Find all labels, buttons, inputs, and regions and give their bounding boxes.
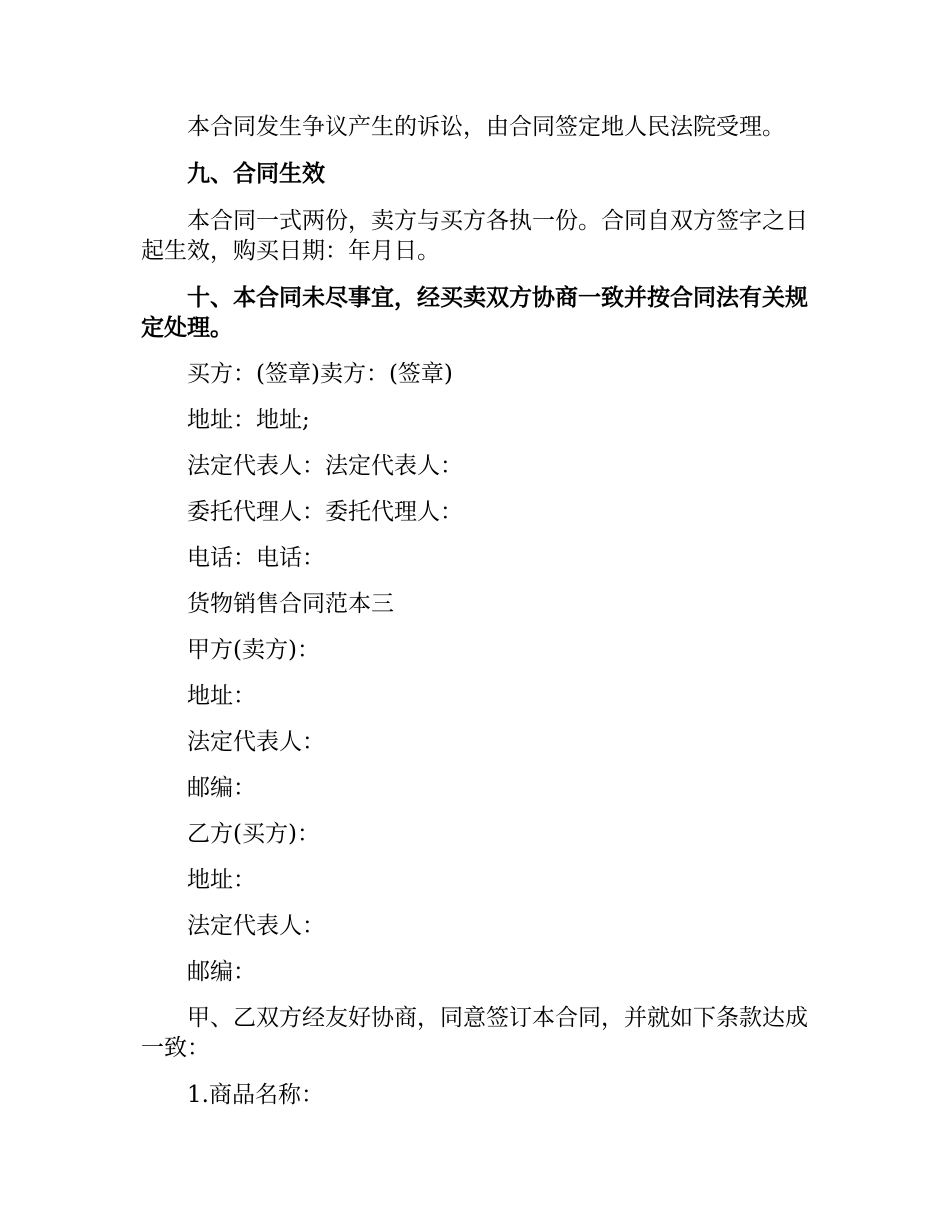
signature-line: 买方：(签章)卖方：(签章) — [187, 361, 453, 387]
legal-rep-line: 法定代表人：法定代表人： — [187, 453, 463, 479]
party-a-postcode: 邮编： — [187, 775, 256, 801]
paragraph-effectiveness: 本合同一式两份，卖方与买方各执一份。合同自双方签字之日起生效，购买日期：年月日。 — [141, 208, 808, 264]
party-a-legal-rep: 法定代表人： — [187, 729, 325, 755]
party-a-seller: 甲方(卖方)： — [187, 637, 320, 663]
contract-template-title: 货物销售合同范本三 — [187, 591, 394, 617]
phone-line: 电话：电话： — [187, 545, 325, 571]
party-b-address: 地址： — [187, 867, 256, 893]
agent-line: 委托代理人：委托代理人： — [187, 499, 463, 525]
item-1-product-name: 1.商品名称： — [187, 1082, 324, 1108]
address-line: 地址：地址; — [187, 407, 310, 433]
party-a-address: 地址： — [187, 683, 256, 709]
heading-section-10: 十、本合同未尽事宜，经买卖双方协商一致并按合同法有关规定处理。 — [141, 284, 808, 341]
heading-section-9: 九、合同生效 — [187, 160, 325, 187]
party-b-legal-rep: 法定代表人： — [187, 913, 325, 939]
agreement-intro: 甲、乙双方经友好协商，同意签订本合同，并就如下条款达成一致： — [141, 1005, 808, 1061]
party-b-buyer: 乙方(买方)： — [187, 821, 320, 847]
paragraph-dispute-clause: 本合同发生争议产生的诉讼，由合同签定地人民法院受理。 — [187, 114, 785, 140]
party-b-postcode: 邮编： — [187, 959, 256, 985]
